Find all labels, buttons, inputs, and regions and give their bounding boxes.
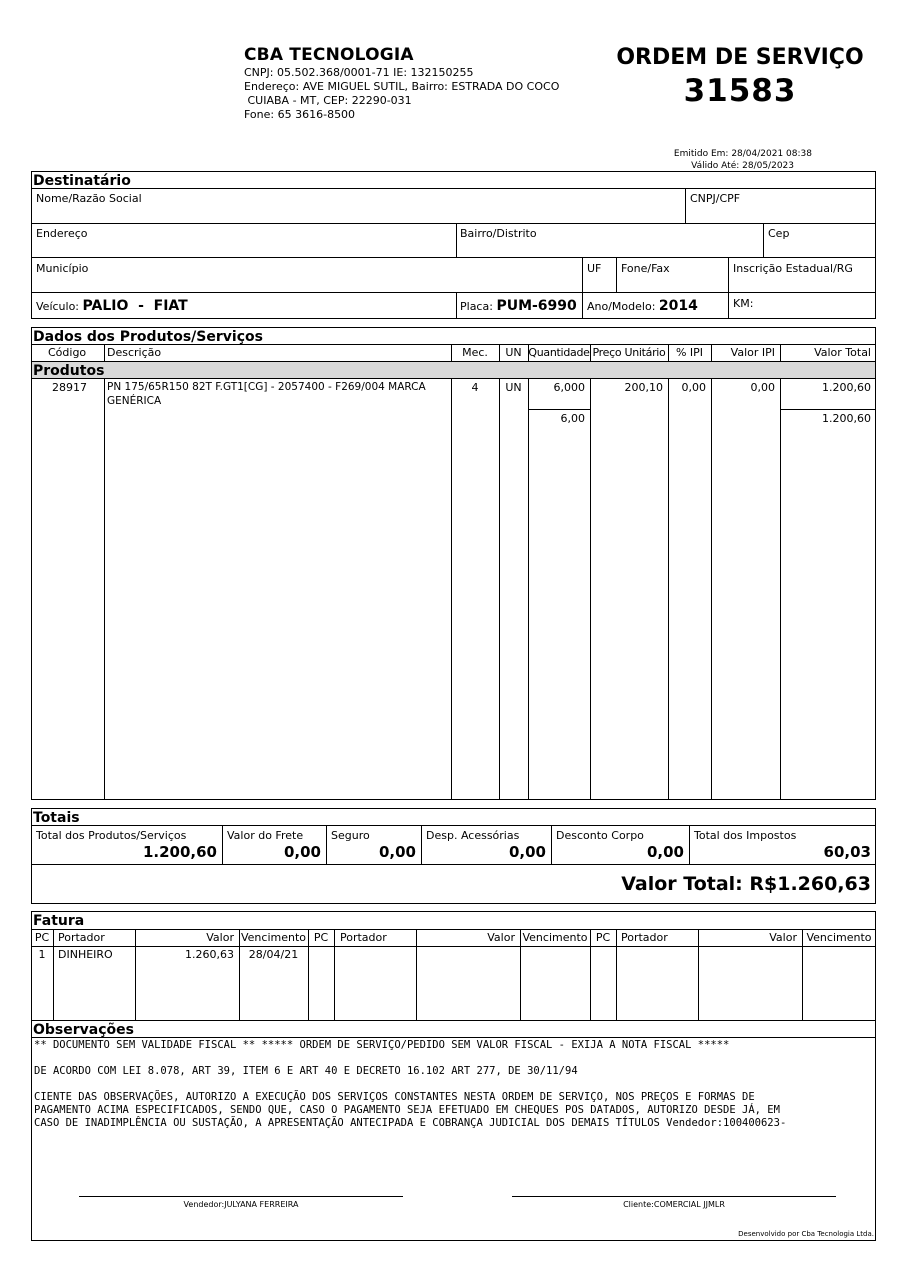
inv-col-carrier-3: Portador [621,931,668,944]
row-total: 1.200,60 [822,381,871,394]
company-phone: Fone: 65 3616-8500 [244,108,356,121]
plate-value: PUM-6990 [496,298,577,314]
inv-col-pc-1: PC [34,931,50,944]
freight-value: 0,00 [283,843,321,861]
company-name: CBA TECNOLOGIA [244,45,414,65]
inv-row-due: 28/04/21 [248,948,299,961]
row-un: UN [505,381,522,394]
col-un: UN [505,346,522,359]
company-city: CUIABA - MT, CEP: 22290-031 [244,94,412,107]
row-description-line1: PN 175/65R150 82T F.GT1[CG] - 2057400 - F269/004 MARCA [107,381,426,393]
col-ipi-pct: % IPI [675,346,704,359]
obs-line-1: ** DOCUMENTO SEM VALIDADE FISCAL ** ***** ORDEM DE SERVIÇO/PEDIDO SEM VALOR FISCAL - EXIJA A NOTA FISCAL ***** [34,1039,730,1051]
insurance-label: Seguro [331,829,370,842]
qty-subtotal: 6,00 [560,412,585,425]
plate-field [460,298,577,314]
inv-col-due-1: Vencimento [240,931,306,944]
obs-line-5: CASO DE INADIMPLÊNCIA OU SUSTAÇÃO, A APRESENTAÇÃO ANTECIPADA E COBRANÇA JUDICIAL DOS DEMAIS TÍTULOS Vendedor:100400623- [34,1117,787,1129]
col-total: Valor Total [814,346,871,359]
col-unit-price: Preço Unitário [592,346,666,359]
inv-row-pc: 1 [38,948,46,961]
inv-col-value-2: Valor [487,931,515,944]
cep-label: Cep [768,227,790,240]
order-number: 31583 [683,73,797,109]
inv-row-carrier: DINHEIRO [58,948,113,961]
totals-title: Totais [33,810,80,826]
obs-line-2: DE ACORDO COM LEI 8.078, ART 39, ITEM 6 E ART 40 E DECRETO 16.102 ART 277, DE 30/11/94 [34,1065,578,1077]
footer-credit: Desenvolvido por Cba Tecnologia Ltda. [738,1230,874,1238]
row-ipi-pct: 0,00 [681,381,706,394]
inv-col-pc-3: PC [595,931,611,944]
vehicle-value: PALIO - FIAT [82,298,188,314]
row-code: 28917 [52,381,87,394]
inv-col-carrier-1: Portador [58,931,105,944]
insurance-value: 0,00 [378,843,416,861]
obs-line-4: PAGAMENTO ACIMA ESPECIFICADOS, SENDO QUE, CASO O PAGAMENTO SEJA EFETUADO EM CHEQUES POS DATADOS, AUTORIZO DESDE JÁ, EM [34,1104,780,1116]
row-ipi-value: 0,00 [750,381,775,394]
row-unit-price: 200,10 [624,381,663,394]
seller-signature-line [79,1196,403,1197]
inv-row-value: 1.260,63 [185,948,234,961]
name-label: Nome/Razão Social [36,192,142,205]
inv-col-due-3: Vencimento [806,931,872,944]
client-signature-line [512,1196,836,1197]
invoice-title: Fatura [33,913,85,929]
company-cnpj: CNPJ: 05.502.368/0001-71 IE: 132150255 [244,66,474,79]
total-products-value: 1.200,60 [142,843,217,861]
seller-signature-label: Vendedor:JULYANA FERREIRA [183,1200,299,1209]
year-value: 2014 [658,298,698,314]
km-label: KM: [733,297,754,310]
phone-label: Fone/Fax [621,262,670,275]
col-ipi-value: Valor IPI [730,346,775,359]
total-products-label: Total dos Produtos/Serviços [36,829,187,842]
document-title: ORDEM DE SERVIÇO [616,45,864,70]
address-label: Endereço [36,227,88,240]
inv-col-carrier-2: Portador [340,931,387,944]
col-description: Descrição [107,346,162,359]
inv-col-value-3: Valor [769,931,797,944]
row-mec: 4 [471,381,479,394]
col-qty: Quantidade [528,346,590,359]
products-group-label: Produtos [33,363,105,379]
year-field [587,298,698,314]
issue-date: Emitido Em: 28/04/2021 08:38 [673,149,812,159]
products-title: Dados dos Produtos/Serviços [33,329,263,345]
year-label: Ano/Modelo: [587,300,656,313]
obs-line-3: CIENTE DAS OBSERVAÇÕES, AUTORIZO A EXECUÇÃO DOS SERVIÇOS CONSTANTES NESTA ORDEM DE SERVIÇO, NOS PREÇOS E FORMAS DE [34,1091,755,1103]
freight-label: Valor do Frete [227,829,304,842]
col-code: Código [48,346,87,359]
inv-col-value-1: Valor [206,931,234,944]
discount-label: Desconto Corpo [556,829,644,842]
inv-col-due-2: Vencimento [522,931,588,944]
col-mec: Mec. [462,346,488,359]
grand-total: Valor Total: R$1.260,63 [621,873,871,895]
ie-label: Inscrição Estadual/RG [733,262,853,275]
observations-title: Observações [33,1022,134,1038]
expenses-value: 0,00 [508,843,546,861]
total-subtotal: 1.200,60 [822,412,871,425]
expenses-label: Desp. Acessórias [426,829,520,842]
inv-col-pc-2: PC [313,931,329,944]
row-description-line2: GENÉRICA [107,395,162,407]
client-signature-label: Cliente:COMERCIAL JJMLR [623,1200,725,1209]
district-label: Bairro/Distrito [460,227,537,240]
uf-label: UF [587,262,602,275]
taxes-label: Total dos Impostos [694,829,797,842]
plate-label: Placa: [460,300,493,313]
cnpj-label: CNPJ/CPF [690,192,741,205]
recipient-title: Destinatário [33,173,131,189]
city-label: Município [36,262,89,275]
vehicle-field [36,298,188,314]
vehicle-label: Veículo: [36,300,80,313]
taxes-value: 60,03 [823,843,871,861]
valid-date: Válido Até: 28/05/2023 [691,161,794,171]
company-address: Endereço: AVE MIGUEL SUTIL, Bairro: ESTRADA DO COCO [244,80,560,93]
discount-value: 0,00 [646,843,684,861]
row-qty: 6,000 [553,381,585,394]
